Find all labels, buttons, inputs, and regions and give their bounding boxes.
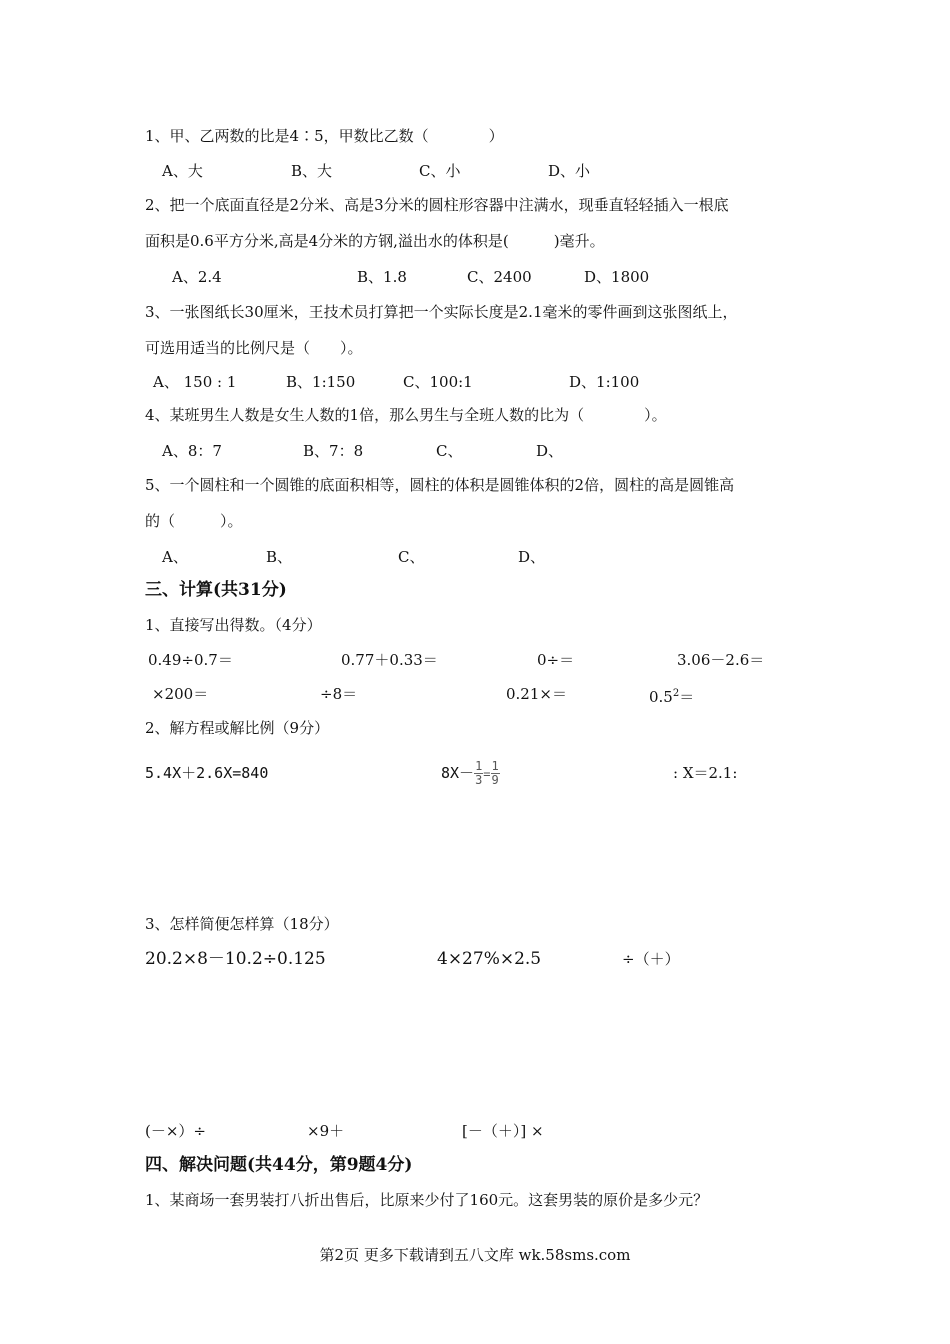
question-3-option-d: D、1:100	[569, 373, 640, 391]
calc-item: ×200＝	[152, 685, 209, 703]
question-5-stem-line-1: 5、一个圆柱和一个圆锥的底面积相等，圆柱的体积是圆锥体积的2倍，圆柱的高是圆锥高	[145, 476, 735, 494]
calc-item: ÷8＝	[320, 685, 358, 703]
question-5-option-a: A、	[162, 548, 188, 566]
simplify-item: 4×27%×2.5	[437, 949, 542, 969]
question-3-stem-line-1: 3、一张图纸长30厘米，王技术员打算把一个实际长度是2.1毫米的零件画到这张图纸上，	[145, 303, 738, 321]
equation-1: 5.4X＋2.6X=840	[145, 764, 269, 782]
section-3-part-1-title: 1、直接写出得数。（4分）	[145, 616, 322, 634]
fraction-denominator: 3	[475, 773, 483, 787]
fraction-one-ninth	[491, 760, 500, 787]
question-5-option-d: D、	[518, 548, 546, 566]
question-5-option-b: B、	[266, 548, 293, 566]
question-3-option-a: A、 150 : 1	[153, 373, 237, 391]
equation-2	[441, 758, 500, 789]
question-1-stem: 1、甲、乙两数的比是4∶5，甲数比乙数（ ）	[145, 127, 504, 145]
question-4-option-c: C、	[436, 442, 463, 460]
fraction-numerator: 1	[475, 759, 483, 773]
calc-item: 3.06－2.6＝	[677, 651, 765, 669]
simplify-item: (－×）÷	[145, 1122, 206, 1140]
question-2-option-b: B、1.8	[357, 268, 407, 286]
question-2-option-d: D、1800	[584, 268, 650, 286]
equation-2-prefix: 8X－	[441, 764, 475, 782]
question-4-option-d: D、	[536, 442, 564, 460]
question-5-option-c: C、	[398, 548, 425, 566]
equation-2-equals: =	[483, 767, 491, 781]
simplify-item: ×9＋	[307, 1122, 345, 1140]
question-3-option-b: B、1:150	[286, 373, 356, 391]
question-5-stem-line-2: 的（ ）。	[145, 512, 243, 530]
question-1-option-b: B、大	[291, 162, 333, 180]
question-2-option-a: A、2.4	[172, 268, 222, 286]
question-2-option-c: C、2400	[467, 268, 532, 286]
section-3-part-3-title: 3、怎样简便怎样算（18分）	[145, 915, 339, 933]
fraction-numerator: 1	[491, 759, 499, 773]
calc-item: 0.77＋0.33＝	[341, 651, 438, 669]
page-footer: 第2页 更多下载请到五八文库 wk.58sms.com	[319, 1246, 631, 1264]
simplify-item: ÷（＋）	[622, 950, 680, 968]
fraction-denominator: 9	[491, 773, 499, 787]
question-2-stem-line-1: 2、把一个底面直径是2分米、高是3分米的圆柱形容器中注满水，现垂直轻轻插入一根底	[145, 196, 729, 214]
section-3-heading: 三、计算(共31分)	[145, 580, 287, 600]
question-4-option-a: A、8：7	[162, 442, 222, 460]
section-3-part-2-title: 2、解方程或解比例（9分）	[145, 719, 330, 737]
simplify-item: [－（＋）] ×	[462, 1122, 544, 1140]
section-4-heading: 四、解决问题(共44分，第9题4分)	[145, 1155, 413, 1175]
question-3-stem-line-2: 可选用适当的比例尺是（ ）。	[145, 339, 363, 357]
calc-item-power	[649, 684, 694, 707]
calc-item: 0.49÷0.7＝	[148, 651, 233, 669]
power-equals: ＝	[679, 688, 695, 706]
power-exponent: 2	[672, 688, 680, 699]
question-1-option-d: D、小	[548, 162, 591, 180]
calc-item: 0.21×＝	[506, 685, 567, 703]
equation-3: : X＝2.1:	[673, 764, 738, 782]
simplify-item: 20.2×8－10.2÷0.125	[145, 949, 326, 969]
question-1-option-a: A、大	[162, 162, 203, 180]
question-3-option-c: C、100:1	[403, 373, 473, 391]
calc-item: 0÷＝	[537, 651, 575, 669]
question-4-stem: 4、某班男生人数是女生人数的1倍，那么男生与全班人数的比为（ ）。	[145, 406, 667, 424]
section-4-question-1: 1、某商场一套男装打八折出售后，比原来少付了160元。这套男装的原价是多少元？	[145, 1191, 709, 1209]
power-base: 0.5	[649, 688, 673, 706]
question-2-stem-line-2: 面积是0.6平方分米,高是4分米的方钢,溢出水的体积是( )毫升。	[145, 232, 605, 250]
fraction-one-third	[474, 760, 483, 787]
question-4-option-b: B、7：8	[303, 442, 364, 460]
question-1-option-c: C、小	[419, 162, 461, 180]
